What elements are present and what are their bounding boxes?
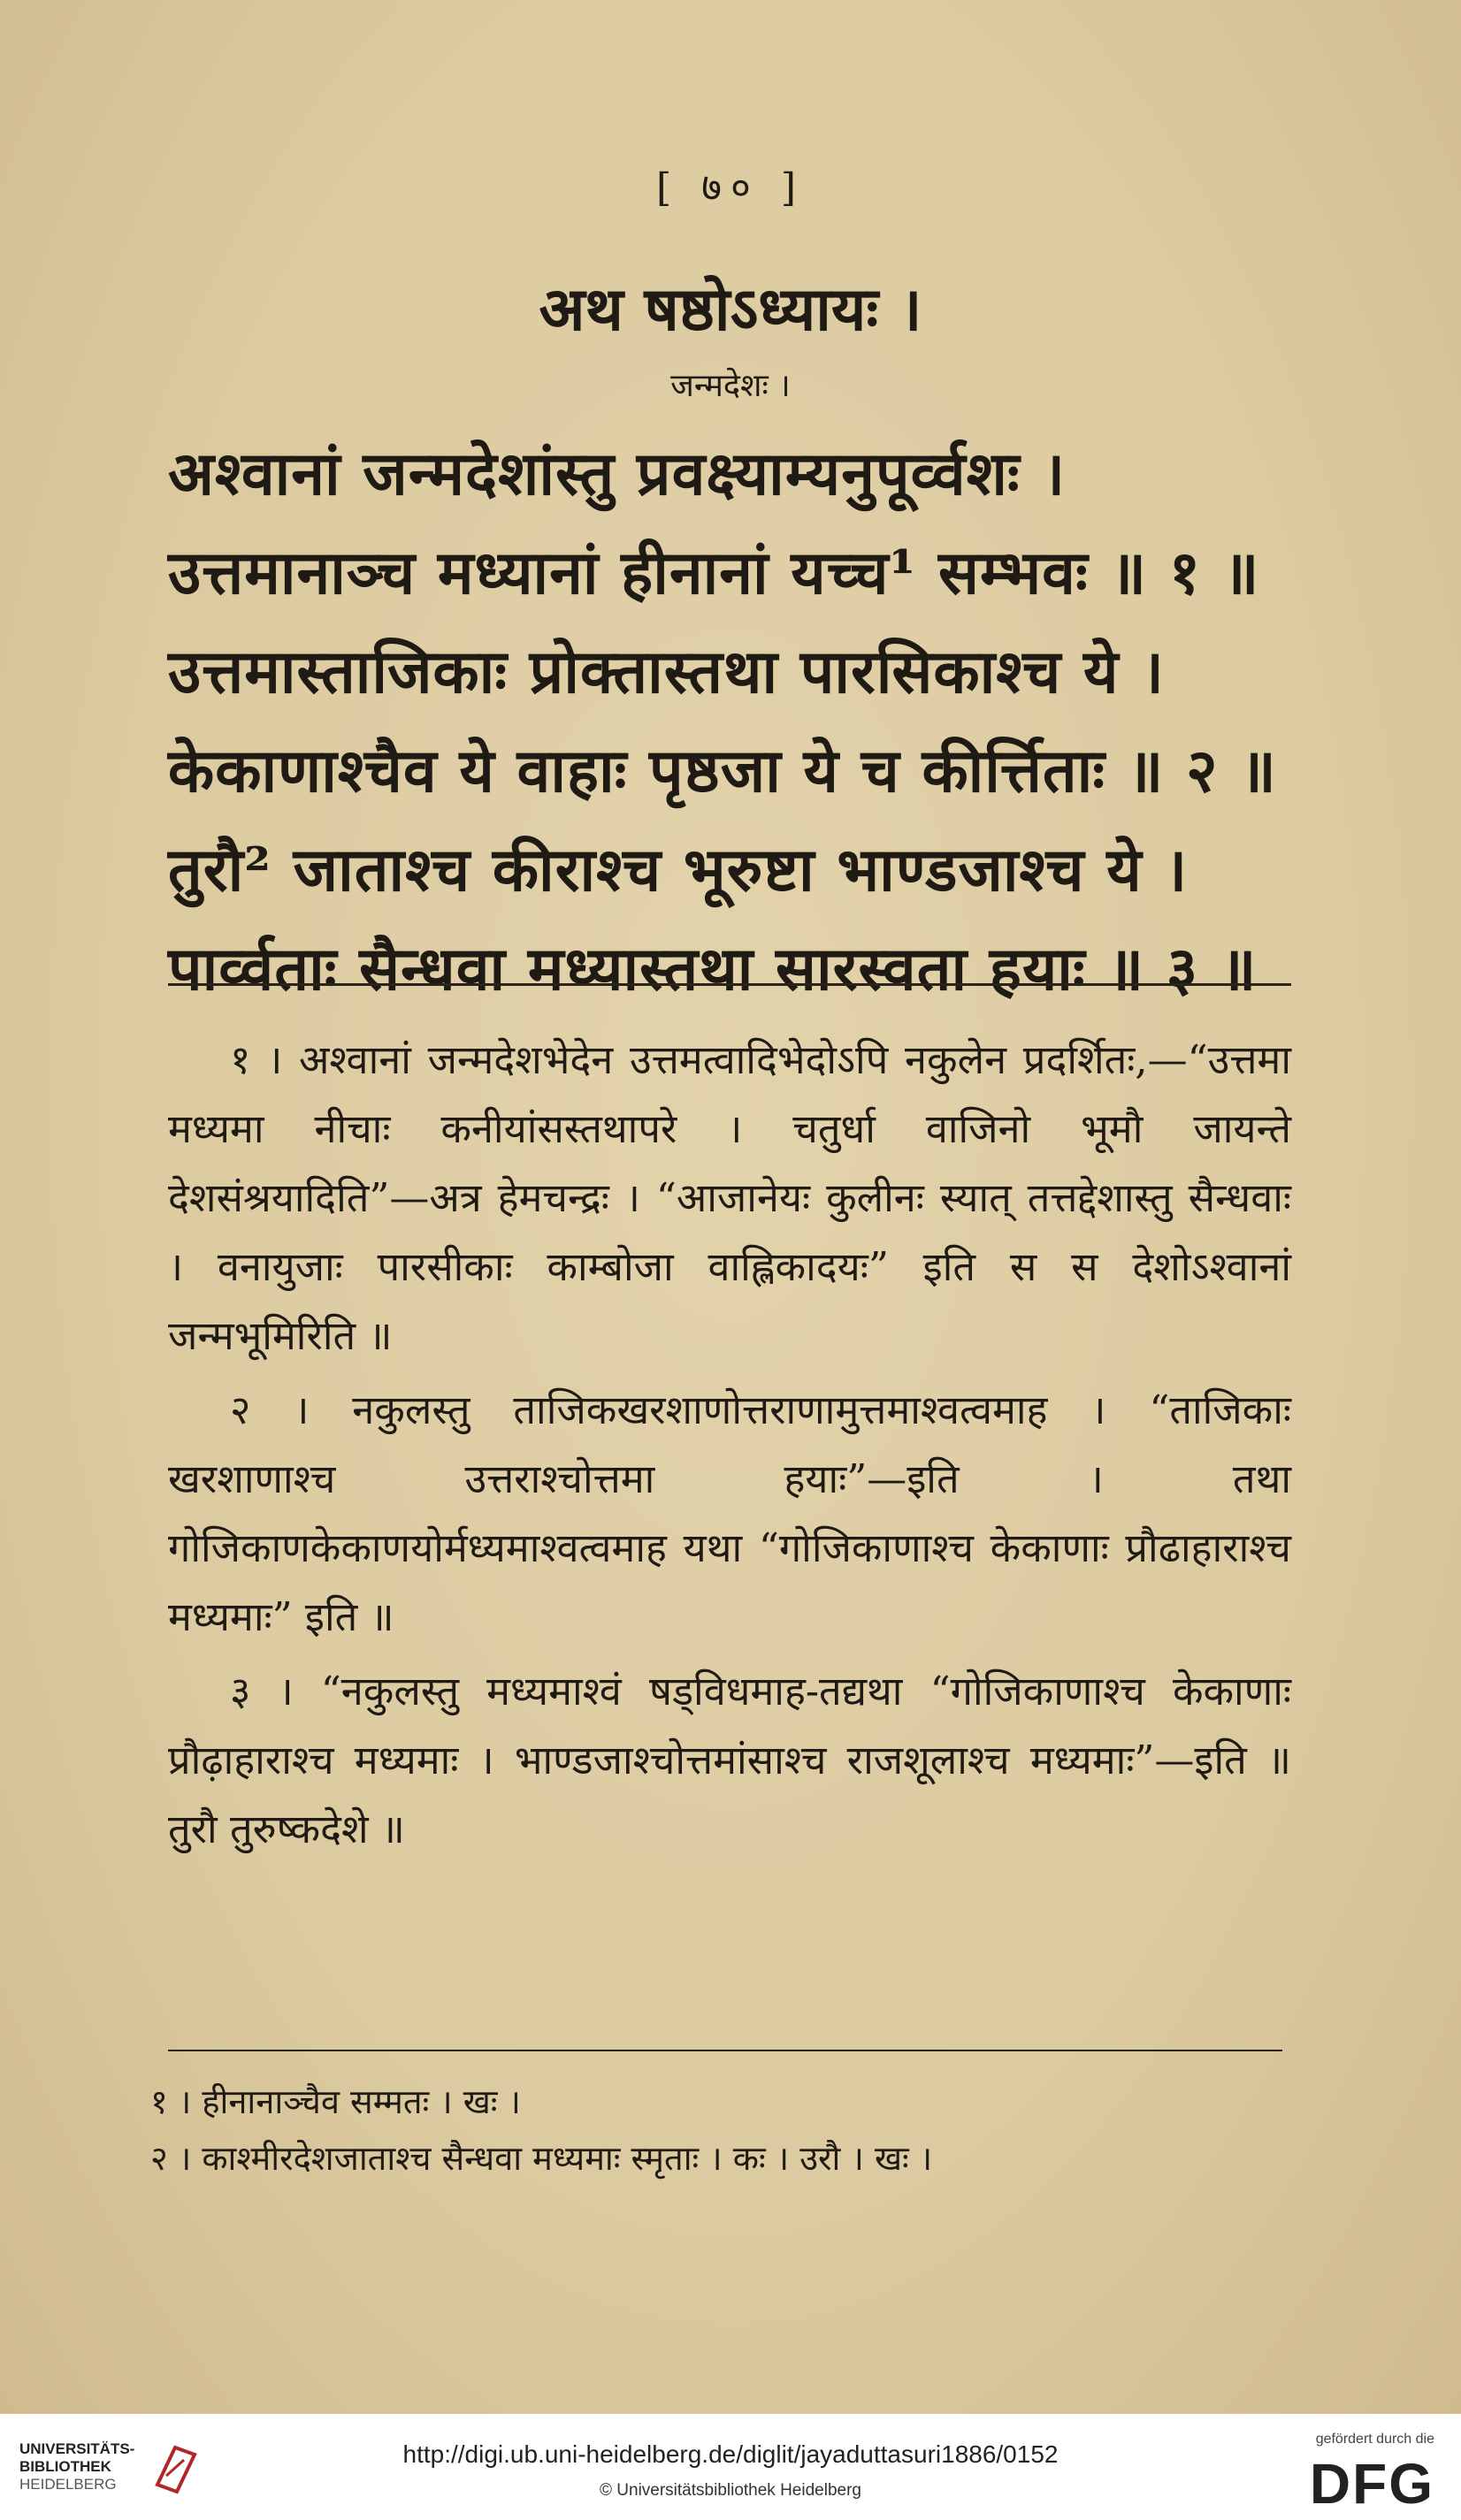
footnote: २ । काश्मीरदेशजाताश्च सैन्धवा मध्यमाः स्मृताः । कः । उरौ । खः ।	[150, 2139, 933, 2178]
chapter-heading: अथ षष्ठोऽध्यायः ।	[539, 274, 922, 345]
viewer-footer	[0, 2414, 1461, 2520]
commentary-paragraph: ३ । “नकुलस्तु मध्यमाश्वं षड्विधमाह-तद्यथा “गोजिकाणाश्च केकाणाः प्रौढ़ाहाराश्च मध्यमाः । भाण्डजाश्चोत्तमांसाश्च राजशूलाश्च मध्यमाः”—इति ॥ तुरौ तुरुष्कदेशे ॥	[168, 1668, 1291, 1852]
commentary-paragraph: १ । अश्वानां जन्मदेशभेदेन उत्तमत्वादिभेदोऽपि नकुलेन प्रदर्शितः,—“उत्तमा मध्यमा नीचाः कनीयांसस्तथापरे । चतुर्धा वाजिनो भूमौ जायन्ते देशसंश्रयादिति”—अत्र हेमचन्द्रः । “आजानेयः कुलीनः स्यात् तत्तद्देशास्तु सैन्धवाः । वनायुजाः पारसीकाः काम्बोजा वाह्लिकादयः” इति स स देशोऽश्वानां जन्मभूमिरिति ॥	[168, 1036, 1291, 1359]
permalink-url[interactable]: http://digi.ub.uni-heidelberg.de/diglit/jayaduttasuri1886/0152	[402, 2440, 1059, 2468]
dfg-logo[interactable]: DFG	[1309, 2452, 1434, 2516]
footnote: १ । हीनानाञ्चैव सम्मतः । खः ।	[150, 2082, 521, 2121]
copyright-notice: © Universitätsbibliothek Heidelberg	[600, 2481, 861, 2500]
divider-rule	[168, 983, 1291, 986]
verse-line: केकाणाश्चैव ये वाहाः पृष्ठजा ये च कीर्त्तिताः ॥ २ ॥	[168, 736, 1277, 806]
commentary-block	[168, 1026, 1291, 1869]
section-subheading: जन्मदेशः ।	[670, 368, 791, 404]
footnotes	[150, 2073, 1291, 2187]
library-name: UNIVERSITÄTS- BIBLIOTHEK HEIDELBERG	[19, 2440, 135, 2493]
verse-line: अश्वानां जन्मदेशांस्तु प्रवक्ष्याम्यनुपूर्व्वशः ।	[168, 439, 1067, 509]
verse-line: तुरौ² जाताश्च कीराश्च भूरुष्टा भाण्डजाश्च ये ।	[168, 835, 1189, 905]
verse-line: उत्तमास्ताजिकाः प्रोक्तास्तथा पारसिकाश्च ये ।	[168, 637, 1165, 707]
commentary-paragraph: २ । नकुलस्तु ताजिकखरशाणोत्तराणामुत्तमाश्वत्वमाह । “ताजिकाः खरशाणाश्च उत्तराश्चोत्तमा हयाः”—इति । तथा गोजिकाणकेकाणयोर्मध्यमाश्वत्वमाह यथा “गोजिकाणाश्च केकाणाः प्रौढाहाराश्च मध्यमाः” इति ॥	[168, 1386, 1291, 1640]
verse-line: उत्तमानाञ्च मध्यानां हीनानां यच्च¹ सम्भवः ॥ १ ॥	[168, 538, 1260, 608]
page-number: [ ७० ]	[655, 165, 806, 210]
verse-block	[168, 424, 1300, 1019]
funding-label: gefördert durch die	[1315, 2432, 1434, 2447]
verse-line: पार्व्वताः सैन्धवा मध्यास्तथा सारस्वता हयाः ॥ ३ ॥	[168, 934, 1258, 1004]
footnote-rule	[168, 2050, 1282, 2051]
